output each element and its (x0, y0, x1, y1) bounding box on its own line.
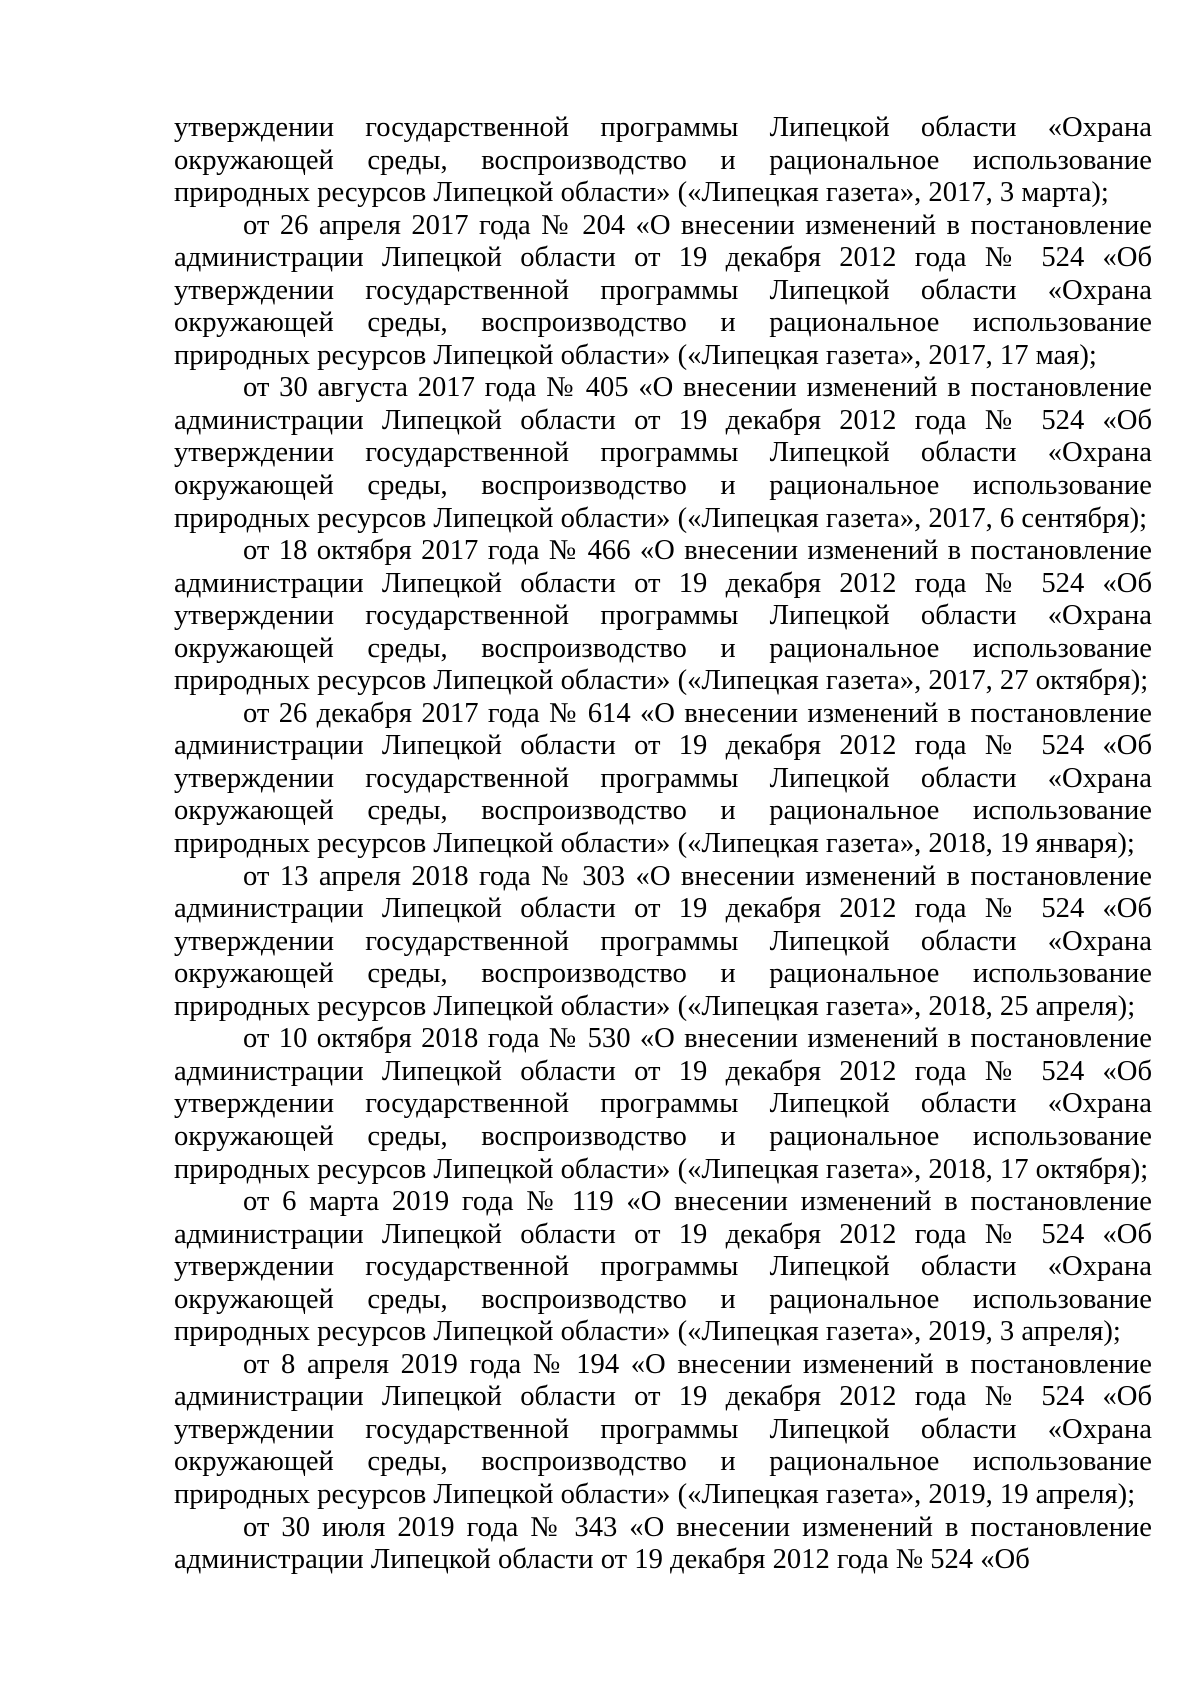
paragraph-item: от 26 декабря 2017 года № 614 «О внесении изменений в постановление администрации Липецкой области от 19 декабря 2012 года № 524 «Об утверждении государственной программы Липецкой области «Охрана окружающей среды, воспроизводство и рациональное использование природных ресурсов Липецкой области» («Липецкая газета», 2018, 19 января); (174, 697, 1152, 860)
paragraph-item: от 30 июля 2019 года № 343 «О внесении изменений в постановление администрации Липецкой области от 19 декабря 2012 года № 524 «Об (174, 1511, 1152, 1576)
paragraph-item: от 8 апреля 2019 года № 194 «О внесении изменений в постановление администрации Липецкой области от 19 декабря 2012 года № 524 «Об утверждении государственной программы Липецкой области «Охрана окружающей среды, воспроизводство и рациональное использование природных ресурсов Липецкой области» («Липецкая газета», 2019, 19 апреля); (174, 1348, 1152, 1510)
paragraph-item: от 10 октября 2018 года № 530 «О внесении изменений в постановление администрации Липецкой области от 19 декабря 2012 года № 524 «Об утверждении государственной программы Липецкой области «Охрана окружающей среды, воспроизводство и рациональное использование природных ресурсов Липецкой области» («Липецкая газета», 2018, 17 октября); (174, 1023, 1152, 1185)
paragraph-continuation: утверждении государственной программы Липецкой области «Охрана окружающей среды, воспроизводство и рациональное использование природных ресурсов Липецкой области» («Липецкая газета», 2017, 3 марта); (174, 112, 1152, 209)
paragraph-item: от 13 апреля 2018 года № 303 «О внесении изменений в постановление администрации Липецкой области от 19 декабря 2012 года № 524 «Об утверждении государственной программы Липецкой области «Охрана окружающей среды, воспроизводство и рациональное использование природных ресурсов Липецкой области» («Липецкая газета», 2018, 25 апреля); (174, 860, 1152, 1022)
paragraph-item: от 6 марта 2019 года № 119 «О внесении изменений в постановление администрации Липецкой области от 19 декабря 2012 года № 524 «Об утверждении государственной программы Липецкой области «Охрана окружающей среды, воспроизводство и рациональное использование природных ресурсов Липецкой области» («Липецкая газета», 2019, 3 апреля); (174, 1186, 1152, 1348)
paragraph-item: от 30 августа 2017 года № 405 «О внесении изменений в постановление администрации Липецкой области от 19 декабря 2012 года № 524 «Об утверждении государственной программы Липецкой области «Охрана окружающей среды, воспроизводство и рациональное использование природных ресурсов Липецкой области» («Липецкая газета», 2017, 6 сентября); (174, 372, 1152, 534)
document-body (174, 112, 1152, 1577)
paragraph-item: от 26 апреля 2017 года № 204 «О внесении изменений в постановление администрации Липецкой области от 19 декабря 2012 года № 524 «Об утверждении государственной программы Липецкой области «Охрана окружающей среды, воспроизводство и рациональное использование природных ресурсов Липецкой области» («Липецкая газета», 2017, 17 мая); (174, 209, 1152, 371)
paragraph-item: от 18 октября 2017 года № 466 «О внесении изменений в постановление администрации Липецкой области от 19 декабря 2012 года № 524 «Об утверждении государственной программы Липецкой области «Охрана окружающей среды, воспроизводство и рациональное использование природных ресурсов Липецкой области» («Липецкая газета», 2017, 27 октября); (174, 535, 1152, 697)
